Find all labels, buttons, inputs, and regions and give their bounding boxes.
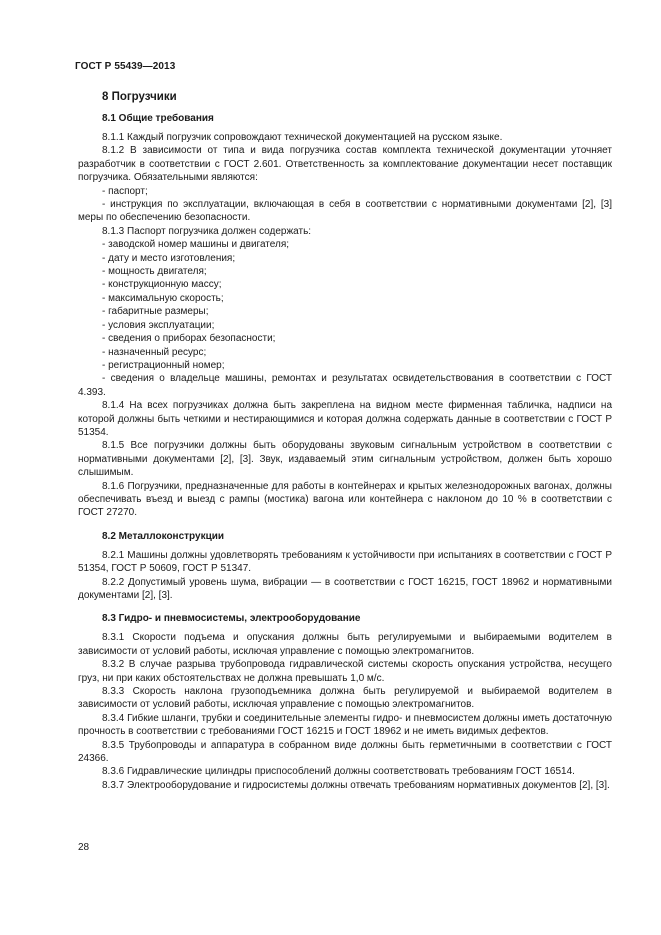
list-item-passport: - паспорт; xyxy=(102,185,148,197)
paragraph-8-1-4: 8.1.4 На всех погрузчиках должна быть закреплена на видном месте фирменная табличка, надписи на которой должны быть четкими и нестирающимися и которая должна содержать данные в соответствии с ГОСТ Р 51354. xyxy=(78,400,612,438)
paragraph-8-1-1: 8.1.1 Каждый погрузчик сопровождают технической документацией на русском языке. xyxy=(102,132,503,143)
paragraph-8-1-2: 8.1.2 В зависимости от типа и вида погрузчика состав комплекта технической документации уточняет разработчик в соответствии с ГОСТ 2.601. Ответственность за комплектование документации несет поставщик погрузчика. Обязательными являются: xyxy=(78,145,612,184)
subsection-8-2-title: 8.2 Металлоконструкции xyxy=(102,530,225,542)
paragraph-8-3-6: 8.3.6 Гидравлические цилиндры приспособлений должны соответствовать требованиям ГОСТ 16514. xyxy=(102,766,575,778)
paragraph-8-1-6: 8.1.6 Погрузчики, предназначенные для работы в контейнерах и крытых железнодорожных вагонах, должны обеспечивать въезд и выезд с рампы (мостика) вагона или контейнера с наклоном до 10 % в соответствии с ГОСТ 27270. xyxy=(78,480,612,519)
list-item-manual: - инструкция по эксплуатации, включающая в себя в соответствии с нормативными документами [2], [3] меры по обеспечению безопасности. xyxy=(78,199,612,224)
paragraph-8-3-3: 8.3.3 Скорость наклона грузоподъемника должна быть регулируемой и выбираемой водителем в зависимости от условий работы, исключая управление с помощью электромагнитов. xyxy=(78,686,612,711)
paragraph-8-3-5: 8.3.5 Трубопроводы и аппаратура в собранном виде должны быть герметичными в соответствии с ГОСТ 24366. xyxy=(78,739,612,765)
document-body xyxy=(78,90,612,792)
subsection-8-1-title: 8.1 Общие требования xyxy=(102,113,214,124)
list-item-max-speed: - максимальную скорость; xyxy=(102,292,224,304)
paragraph-8-1-3: 8.1.3 Паспорт погрузчика должен содержать: xyxy=(102,225,312,237)
list-item-engine-power: - мощность двигателя; xyxy=(102,266,207,278)
list-item-service-life: - назначенный ресурс; xyxy=(102,346,207,358)
list-item-structural-mass: - конструкционную массу; xyxy=(102,279,222,291)
list-item-registration-number: - регистрационный номер; xyxy=(102,359,225,371)
paragraph-8-1-5: 8.1.5 Все погрузчики должны быть оборудованы звуковым сигнальным устройством в соответствии с нормативными документами [2], [3]. Звук, издаваемый этим сигнальным устройством, должен быть хорошо слышимым. xyxy=(78,440,612,479)
paragraph-8-2-2: 8.2.2 Допустимый уровень шума, вибрации — в соответствии с ГОСТ 16215, ГОСТ 18962 и нормативными документами [2], [3]. xyxy=(78,576,612,601)
standard-header: ГОСТ Р 55439—2013 xyxy=(75,61,176,72)
paragraph-8-3-1: 8.3.1 Скорости подъема и опускания должны быть регулируемыми и выбираемыми водителем в зависимости от условий работы, исключая управление с помощью электромагнитов. xyxy=(78,632,612,657)
paragraph-8-3-2: 8.3.2 В случае разрыва трубопровода гидравлической системы скорость опускания устройства, несущего груз, ни при каких обстоятельствах не должна превышать 1,0 м/с. xyxy=(78,659,612,684)
list-item-manufacture-date: - дату и место изготовления; xyxy=(102,252,236,264)
section-8-title: 8 Погрузчики xyxy=(102,91,177,103)
list-item-safety-devices: - сведения о приборах безопасности; xyxy=(102,333,276,345)
list-item-dimensions: - габаритные размеры; xyxy=(102,306,209,318)
paragraph-8-2-1: 8.2.1 Машины должны удовлетворять требованиям к устойчивости при испытаниях в соответствии с ГОСТ Р 51354, ГОСТ Р 50609, ГОСТ Р 51347. xyxy=(78,549,612,575)
list-item-operating-conditions: - условия эксплуатации; xyxy=(102,319,215,331)
paragraph-8-3-7: 8.3.7 Электрооборудование и гидросистемы должны отвечать требованиям нормативных документов [2], [3]. xyxy=(102,779,610,791)
subsection-8-1-body xyxy=(78,131,612,520)
subsection-8-3-body xyxy=(78,631,612,792)
page-number: 28 xyxy=(78,842,90,853)
list-item-serial-number: - заводской номер машины и двигателя; xyxy=(102,239,290,251)
subsection-8-2-body xyxy=(78,549,612,603)
paragraph-8-3-4: 8.3.4 Гибкие шланги, трубки и соединительные элементы гидро- и пневмосистем должны иметь достаточную прочность в соответствии с требованиями ГОСТ 16215 и ГОСТ 18962 и не иметь видимых дефектов. xyxy=(78,712,612,738)
list-item-owner-info: - сведения о владельце машины, ремонтах и результатах освидетельствования в соответствии с ГОСТ 4.393. xyxy=(78,373,612,398)
subsection-8-3-title: 8.3 Гидро- и пневмосистемы, электрооборудование xyxy=(102,613,361,625)
